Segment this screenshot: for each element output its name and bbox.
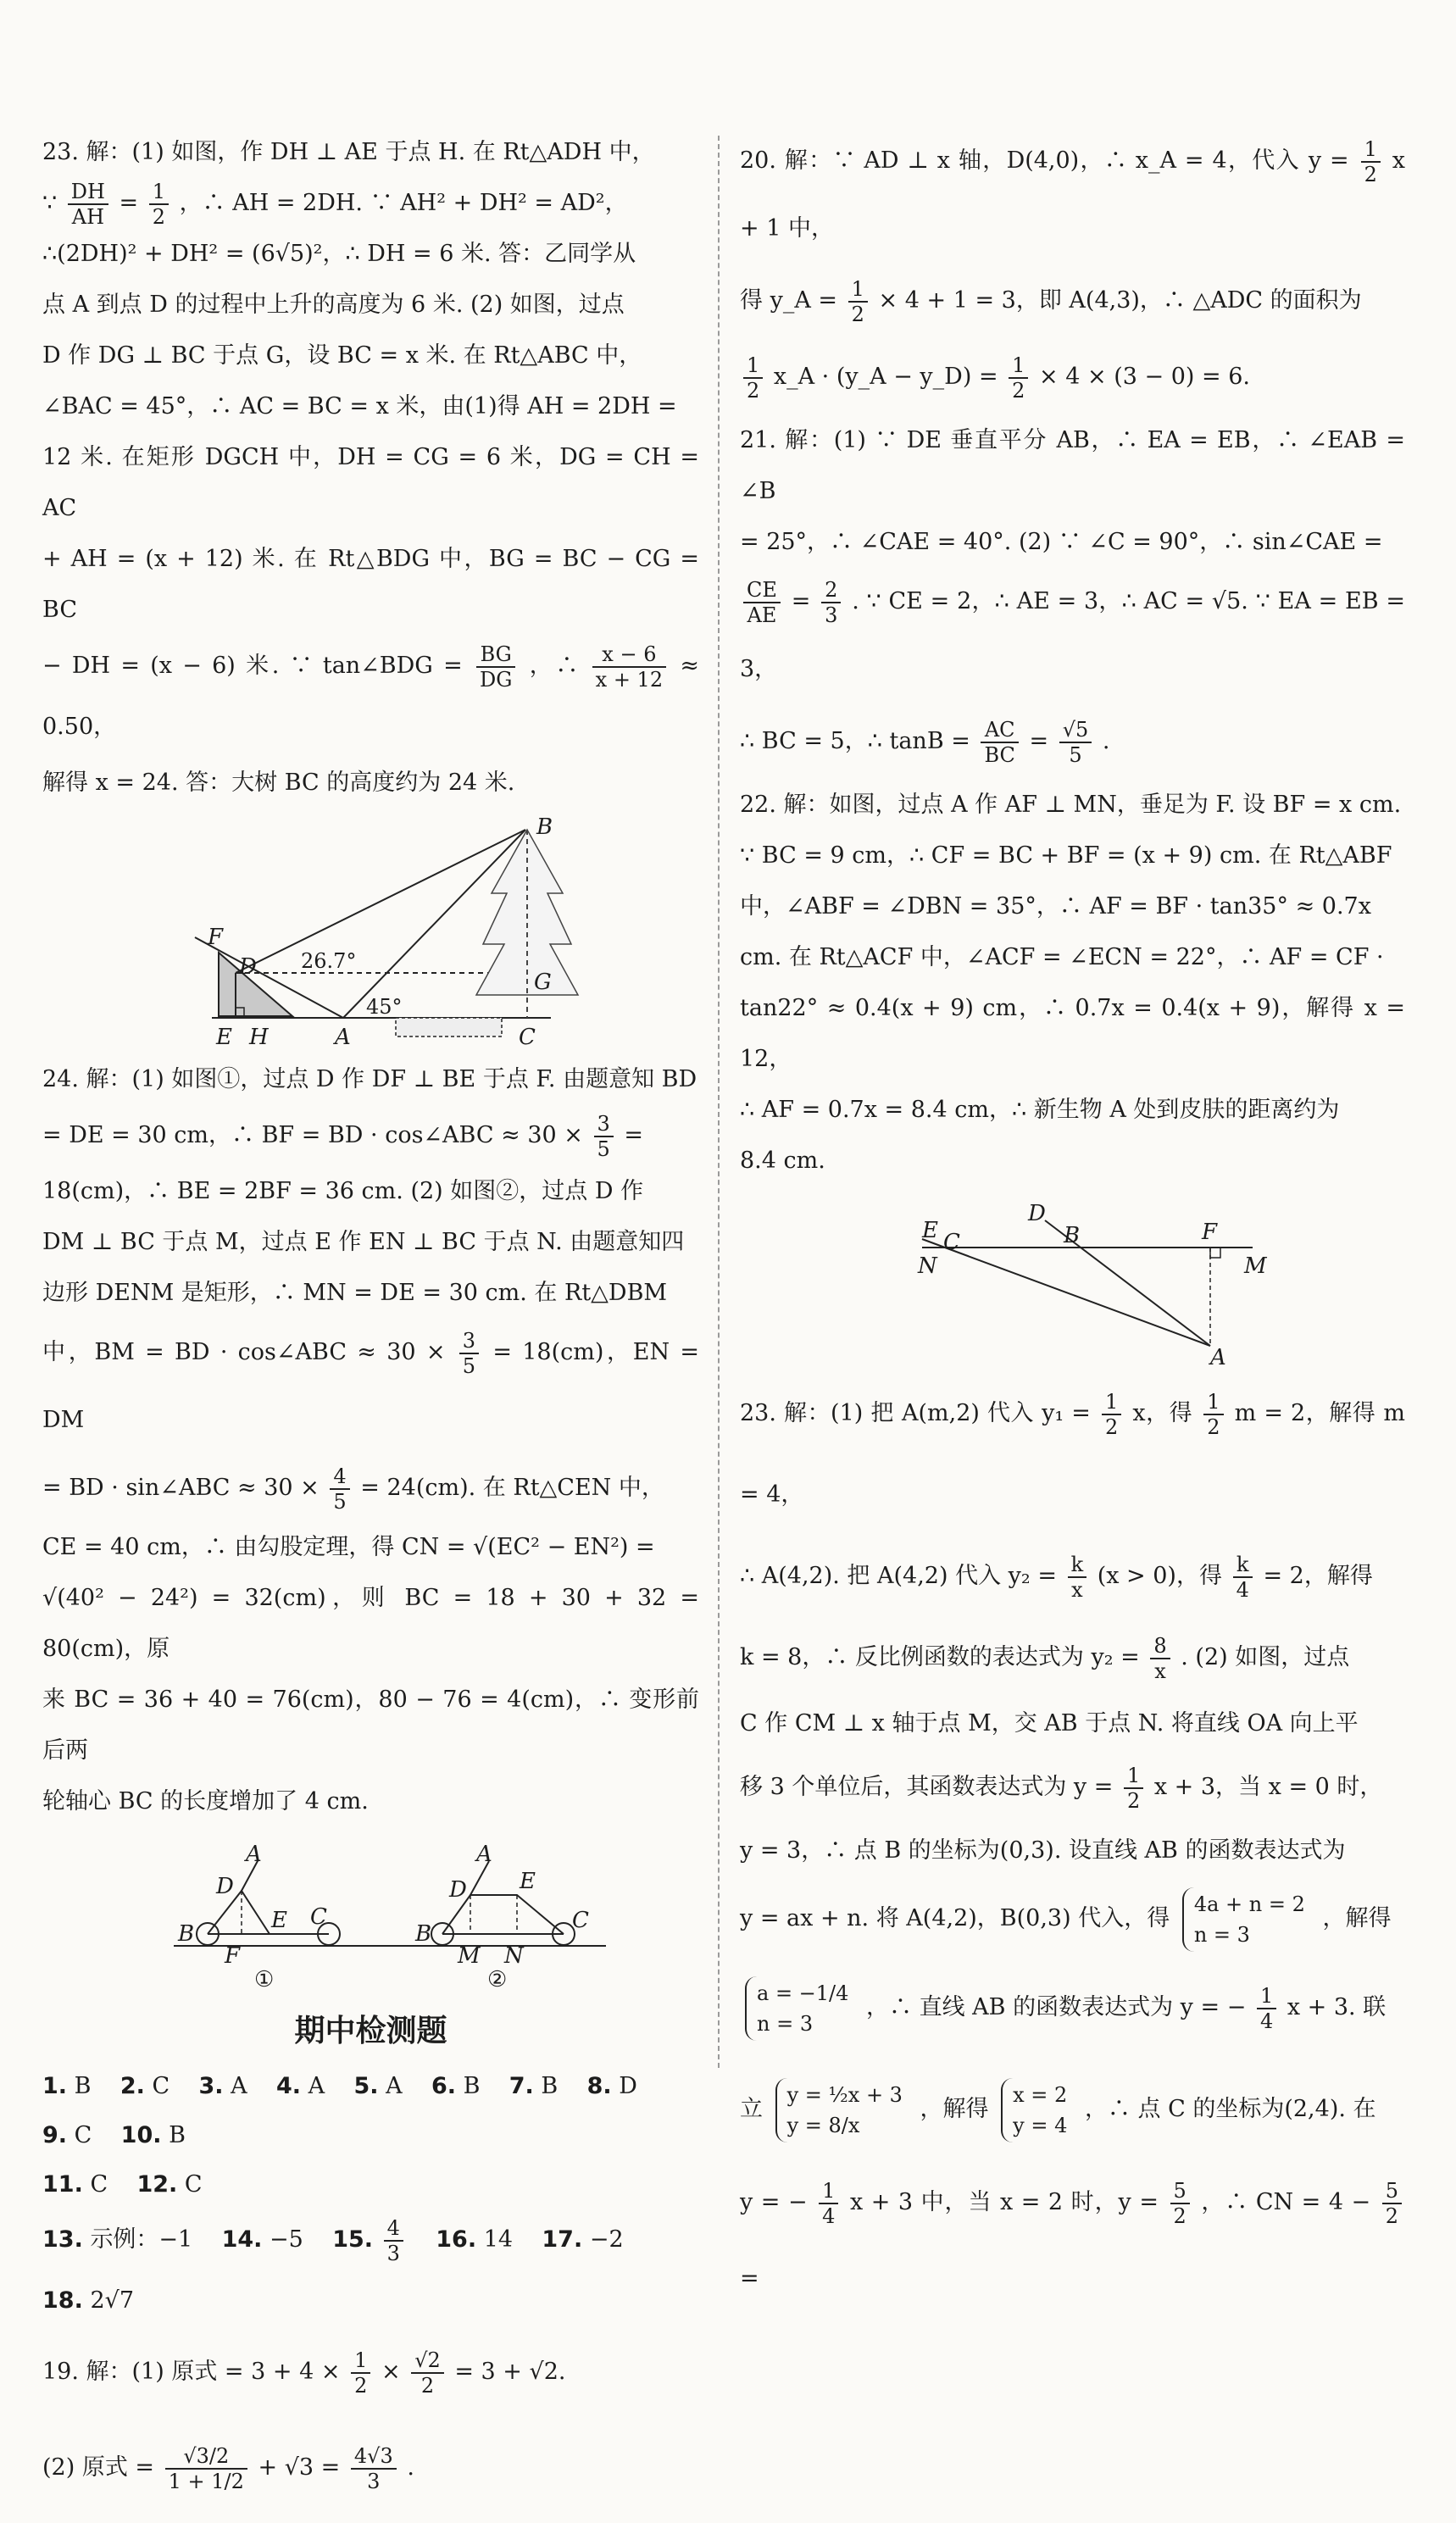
denominator: 5	[1069, 742, 1082, 767]
text-line	[740, 127, 1405, 263]
label-E: E	[271, 1908, 287, 1933]
text-span: = DE = 30 cm，∴ BF = BD · cos∠ABC ≈ 30 ×	[42, 1122, 583, 1148]
text-span: = 18(cm)，EN = DM	[42, 1339, 699, 1433]
answer-item: 10. B	[120, 2122, 186, 2148]
label-F: F	[1202, 1220, 1218, 1245]
numerator: √5	[1059, 718, 1092, 743]
numerator: 8	[1150, 1634, 1170, 1659]
denominator: 3	[367, 2469, 381, 2493]
answer-item: 9. C	[42, 2122, 92, 2148]
text-line: ∴(2DH)² + DH² = (6√5)²，∴ DH = 6 米. 答：乙同学从	[42, 241, 636, 267]
answer-item: 1. B	[42, 2073, 92, 2099]
text-line: 边形 DENM 是矩形，∴ MN = DE = 30 cm. 在 Rt△DBM	[42, 1280, 668, 1306]
text-line	[42, 1319, 699, 1454]
text-span: ，∴ 直线 AB 的函数表达式为 y = −	[866, 1994, 1247, 2020]
text-span: 得 y_A =	[740, 287, 838, 314]
label-B: B	[536, 817, 553, 840]
text-span: ∵	[42, 190, 58, 216]
label-D: D	[1028, 1201, 1046, 1226]
text-span: = 3 + √2.	[454, 2359, 566, 2385]
text-line	[740, 339, 1405, 415]
answer-item: 6. B	[431, 2073, 481, 2099]
text-span: y = −	[740, 2189, 808, 2215]
fraction	[594, 1112, 614, 1161]
right-column	[740, 127, 1405, 2317]
label-A: A	[335, 1025, 351, 1046]
angle-label: 45°	[366, 995, 403, 1019]
denominator: 2	[1173, 2203, 1186, 2228]
denominator: 1 + 1/2	[168, 2469, 244, 2493]
label-D: D	[239, 954, 257, 980]
denominator: AE	[747, 603, 777, 627]
label-A: A	[246, 1842, 262, 1867]
tree-diagram	[42, 817, 699, 1046]
label-A: A	[1210, 1345, 1226, 1364]
solution-21	[740, 415, 1405, 780]
text-line: y = 3，∴ 点 B 的坐标为(0,3). 设直线 AB 的函数表达式为	[740, 1837, 1346, 1864]
label-B: B	[1064, 1223, 1081, 1248]
text-span: .	[407, 2454, 414, 2481]
fraction	[1233, 1553, 1253, 1602]
text-line: D 作 DG ⊥ BC 于点 G，设 BC = x 米. 在 Rt△ABC 中，	[42, 342, 642, 369]
fraction	[1361, 137, 1381, 186]
text-span: ，解得	[1322, 1905, 1392, 1931]
text-line: 解得 x = 24. 答：大树 BC 的高度约为 24 米.	[42, 770, 515, 796]
equation-system	[775, 2078, 908, 2142]
solution-23-left	[42, 127, 699, 809]
text-line: 18(cm)，∴ BE = 2BF = 36 cm. (2) 如图②，过点 D 作	[42, 1178, 644, 1204]
text-span: ≈ 0.50，	[42, 653, 699, 740]
fraction	[1203, 1390, 1223, 1439]
numerator: BG	[476, 642, 515, 668]
solution-22	[740, 780, 1405, 1186]
text-line	[740, 263, 1405, 339]
text-line	[740, 2054, 1405, 2165]
text-line: 22. 解：如图，过点 A 作 AF ⊥ MN，垂足为 F. 设 BF = x cm.	[740, 792, 1402, 818]
section-title: 期中检测题	[294, 2014, 447, 2048]
equation: n = 3	[1193, 1922, 1250, 1947]
fraction	[1124, 1764, 1143, 1813]
numerator: CE	[743, 578, 781, 603]
numerator: 3	[594, 1112, 614, 1137]
text-line	[740, 1749, 1405, 1826]
fraction	[1059, 718, 1092, 767]
text-line	[740, 1876, 1405, 1961]
label-N: N	[918, 1253, 937, 1279]
text-line: 中，∠ABF = ∠DBN = 35°，∴ AF = BF · tan35° ≈ 0.7x	[740, 893, 1371, 920]
equation-system	[745, 1976, 853, 2041]
text-span: = BD · sin∠ABC ≈ 30 ×	[42, 1475, 320, 1501]
text-span: ∴ BC = 5，∴ tanB =	[740, 728, 970, 754]
fraction	[1257, 1984, 1276, 2033]
denominator: 2	[152, 204, 166, 229]
denominator: DG	[480, 667, 513, 692]
caption-1: ①	[254, 1967, 275, 1988]
text-line: 来 BC = 36 + 40 = 76(cm)，80 − 76 = 4(cm)，∴ 变形前后两	[42, 1687, 699, 1764]
text-span: 20. 解：∵ AD ⊥ x 轴，D(4,0)，∴ x_A = 4，代入 y =	[740, 147, 1349, 174]
numerator: 1	[1361, 137, 1381, 163]
solution-20	[740, 127, 1405, 415]
fraction	[981, 718, 1018, 767]
text-span: − DH = (x − 6) 米. ∵ tan∠BDG =	[42, 653, 463, 679]
numerator: DH	[68, 180, 108, 205]
denominator: 2	[747, 378, 760, 403]
numerator: 1	[1257, 1984, 1276, 2009]
text-line: 23. 解：(1) 如图，作 DH ⊥ AE 于点 H. 在 Rt△ADH 中，	[42, 139, 655, 165]
text-line: = 25°，∴ ∠CAE = 40°. (2) ∵ ∠C = 90°，∴ sin∠CAE =	[740, 529, 1383, 555]
answer-item: 4. A	[275, 2073, 325, 2099]
numerator: 1	[743, 353, 763, 379]
column-divider	[718, 136, 720, 2068]
text-line	[740, 1961, 1405, 2054]
text-span: x + 1 中，	[740, 147, 1405, 242]
answers	[42, 2062, 699, 2331]
numerator: k	[1233, 1553, 1253, 1578]
right-angle-mark	[1210, 1248, 1220, 1258]
text-span: =	[119, 190, 139, 216]
numerator: 4	[330, 1464, 349, 1490]
text-line: cm. 在 Rt△ACF 中，∠ACF = ∠ECN = 22°，∴ AF = CF ·	[740, 944, 1384, 970]
text-line	[740, 1536, 1405, 1617]
answer-item: 12. C	[136, 2171, 203, 2198]
denominator: 2	[1207, 1414, 1220, 1439]
text-line	[42, 2331, 699, 2413]
wheels-diagram	[42, 1836, 699, 1988]
fraction	[821, 578, 841, 627]
answer-item: 3. A	[198, 2073, 247, 2099]
answer-item: 13. 示例：−1	[42, 2226, 193, 2253]
angle-label: 26.7°	[301, 949, 357, 973]
text-span: . (2) 如图，过点	[1181, 1644, 1350, 1670]
text-span: × 4 + 1 = 3，即 A(4,3)，∴ △ADC 的面积为	[878, 287, 1362, 314]
denominator: x + 12	[595, 667, 664, 692]
text-span: =	[624, 1122, 643, 1148]
text-line	[740, 1617, 1405, 1698]
skin-diagram	[740, 1195, 1405, 1364]
denominator: 5	[462, 1353, 476, 1378]
text-line	[740, 2165, 1405, 2317]
label-D: D	[216, 1874, 234, 1899]
left-column	[42, 127, 699, 2523]
denominator: x	[1154, 1659, 1166, 1683]
fraction	[819, 2179, 838, 2228]
label-C: C	[572, 1908, 589, 1933]
numerator: AC	[981, 718, 1018, 743]
text-span: ，∴	[529, 653, 579, 679]
pond	[396, 1018, 502, 1036]
text-span: 19. 解：(1) 原式 = 3 + 4 ×	[42, 2359, 341, 2385]
fraction	[351, 2444, 397, 2493]
fraction	[459, 1329, 479, 1378]
equation: y = 4	[1013, 2113, 1068, 2137]
figure-skin	[740, 1195, 1405, 1364]
answer-row-2	[42, 2160, 699, 2209]
line-DB	[236, 830, 525, 973]
figure-tree-slope	[42, 817, 699, 1046]
label-G: G	[534, 970, 552, 995]
equation-system	[1182, 1887, 1310, 1952]
label-F: F	[225, 1943, 241, 1969]
fraction	[743, 578, 781, 627]
denominator: 2	[1385, 2203, 1398, 2228]
text-span: 中，BM = BD · cos∠ABC ≈ 30 ×	[42, 1339, 446, 1365]
label-C: C	[519, 1025, 536, 1046]
label-E: E	[520, 1869, 536, 1894]
figure-wheels	[42, 1836, 699, 1988]
numerator: 1	[819, 2179, 838, 2204]
label-C: C	[310, 1904, 327, 1930]
numerator: k	[1068, 1553, 1087, 1578]
text-line: ∵ BC = 9 cm，∴ CF = BC + BF = (x + 9) cm. 在 Rt△ABF	[740, 842, 1392, 869]
text-line: 12 米. 在矩形 DGCH 中，DH = CG = 6 米，DG = CH = AC	[42, 444, 699, 521]
fraction	[1170, 2179, 1190, 2228]
denominator: 4	[1259, 2009, 1274, 2033]
fraction	[351, 2348, 370, 2398]
label-A: A	[476, 1842, 492, 1867]
fraction	[848, 277, 868, 326]
denominator: 5	[597, 1136, 610, 1161]
text-line	[42, 178, 699, 229]
numerator: 2	[821, 578, 841, 603]
text-span: y = ax + n. 将 A(4,2)，B(0,3) 代入，得	[740, 1905, 1170, 1931]
numerator: 1	[1124, 1764, 1143, 1789]
text-line: tan22° ≈ 0.4(x + 9) cm，∴ 0.7x = 0.4(x + 9)，解得 x = 12，	[740, 995, 1405, 1072]
text-line: + AH = (x + 12) 米. 在 Rt△BDG 中，BG = BC − CG = BC	[42, 546, 699, 623]
text-line: C 作 CM ⊥ x 轴于点 M，交 AB 于点 N. 将直线 OA 向上平	[740, 1710, 1359, 1737]
answer-item: 18. 2√7	[42, 2287, 134, 2314]
answer-item: 17. −2	[542, 2226, 624, 2253]
equation-system	[1001, 2078, 1072, 2142]
label-M: M	[1244, 1253, 1267, 1279]
fraction	[330, 1464, 349, 1514]
denominator: BC	[984, 742, 1015, 767]
label-N: N	[504, 1943, 524, 1969]
equation: n = 3	[757, 2011, 814, 2036]
fraction	[411, 2348, 444, 2398]
label-C: C	[943, 1230, 960, 1255]
text-line: 轮轴心 BC 的长度增加了 4 cm.	[42, 1788, 369, 1814]
numerator: 3	[459, 1329, 479, 1354]
text-span: + √3 =	[258, 2454, 341, 2481]
text-span: =	[791, 588, 811, 614]
label-F: F	[208, 925, 224, 950]
fraction	[165, 2444, 247, 2493]
text-span: = 24(cm). 在 Rt△CEN 中，	[360, 1475, 664, 1501]
denominator: 3	[386, 2241, 400, 2265]
answer-item: 14. −5	[221, 2226, 303, 2253]
answer-item: 8. D	[586, 2073, 637, 2099]
text-span: (2) 原式 =	[42, 2454, 155, 2481]
text-line: DM ⊥ BC 于点 M，过点 E 作 EN ⊥ BC 于点 N. 由题意知四	[42, 1229, 685, 1255]
text-span: . ∵ CE = 2，∴ AE = 3，∴ AC = √5. ∵ EA = EB = 3，	[740, 588, 1405, 682]
label-H: H	[249, 1025, 269, 1046]
text-line	[740, 568, 1405, 703]
text-span: ，解得	[920, 2096, 989, 2122]
fraction	[68, 180, 108, 229]
text-span: =	[740, 2265, 759, 2292]
equation: x = 2	[1013, 2082, 1068, 2107]
text-span: 立	[740, 2096, 763, 2122]
numerator: 4	[384, 2216, 403, 2242]
text-span: × 4 × (3 − 0) = 6.	[1039, 364, 1250, 390]
answer-item: 16. 14	[436, 2226, 514, 2253]
text-span: 移 3 个单位后，其函数表达式为 y =	[740, 1774, 1114, 1800]
denominator: 2	[354, 2373, 368, 2398]
numerator: 5	[1170, 2179, 1190, 2204]
text-line	[42, 2413, 699, 2523]
label-B: B	[178, 1921, 195, 1947]
answer-item: 11. C	[42, 2171, 108, 2198]
denominator: 4	[1236, 1577, 1249, 1602]
text-span: = 2，解得	[1263, 1563, 1373, 1589]
text-line	[42, 1454, 699, 1522]
denominator: 2	[851, 302, 864, 326]
numerator: √3/2	[165, 2444, 247, 2470]
text-span: k = 8，∴ 反比例函数的表达式为 y₂ =	[740, 1644, 1140, 1670]
text-line: CE = 40 cm，∴ 由勾股定理，得 CN = √(EC² − EN²) =	[42, 1534, 655, 1560]
fraction	[743, 353, 763, 403]
text-span: m = 2，解得 m = 4，	[740, 1400, 1405, 1508]
numerator: 1	[1203, 1390, 1223, 1415]
numerator: 1	[149, 180, 169, 205]
fraction	[1382, 2179, 1402, 2228]
line-EA	[922, 1239, 1210, 1346]
text-line: 24. 解：(1) 如图①，过点 D 作 DF ⊥ BE 于点 F. 由题意知 BD	[42, 1066, 697, 1092]
denominator: AH	[71, 204, 104, 229]
text-line: ∴ AF = 0.7x = 8.4 cm，∴ 新生物 A 处到皮肤的距离约为	[740, 1097, 1340, 1123]
fraction	[1102, 1390, 1121, 1439]
label-B: B	[415, 1921, 432, 1947]
denominator: 2	[1105, 1414, 1119, 1439]
fraction	[1009, 353, 1028, 403]
answer-item: 2. C	[119, 2073, 170, 2099]
text-span: 23. 解：(1) 把 A(m,2) 代入 y₁ =	[740, 1400, 1091, 1426]
text-line	[740, 1373, 1405, 1536]
text-line: √(40² − 24²) = 32(cm)，则 BC = 18 + 30 + 32 = 80(cm)，原	[42, 1585, 699, 1662]
text-line	[42, 1105, 699, 1166]
denominator: 2	[1364, 162, 1377, 186]
solution-23-right	[740, 1373, 1405, 2317]
solution-19	[42, 2331, 699, 2523]
label-D: D	[449, 1877, 467, 1903]
numerator: 1	[1009, 353, 1028, 379]
label-E: E	[216, 1025, 232, 1046]
text-span: ，∴ 点 C 的坐标为(2,4). 在	[1084, 2096, 1376, 2122]
denominator: 2	[1126, 1788, 1141, 1813]
numerator: 1	[848, 277, 868, 303]
text-line	[740, 703, 1405, 780]
equation: y = 8/x	[786, 2113, 860, 2137]
denominator: 3	[825, 603, 838, 627]
text-span: (x > 0)，得	[1097, 1563, 1222, 1589]
text-line: ∠BAC = 45°，∴ AC = BC = x 米，由(1)得 AH = 2DH =	[42, 393, 677, 420]
answer-item: 5. A	[353, 2073, 403, 2099]
answer-item: 7. B	[508, 2073, 559, 2099]
text-span: x + 3. 联	[1287, 1994, 1387, 2020]
answer-row-1	[42, 2062, 699, 2160]
fraction	[1150, 1634, 1170, 1683]
text-line: 点 A 到点 D 的过程中上升的高度为 6 米. (2) 如图，过点	[42, 292, 625, 318]
denominator: x	[1071, 1577, 1083, 1602]
text-line	[42, 636, 699, 758]
numerator: 5	[1382, 2179, 1402, 2204]
label-M: M	[458, 1943, 481, 1969]
text-span: x + 3 中，当 x = 2 时，y =	[849, 2189, 1159, 2215]
text-span: x，得	[1132, 1400, 1193, 1426]
equation: 4a + n = 2	[1193, 1892, 1305, 1916]
label-E: E	[922, 1218, 938, 1243]
denominator: 5	[333, 1489, 347, 1514]
answer-item: 15. $\frac{4}{3}$	[332, 2226, 407, 2253]
denominator: 2	[1012, 378, 1025, 403]
text-span: ，∴ AH = 2DH. ∵ AH² + DH² = AD²，	[179, 190, 628, 216]
text-span: ，∴ CN = 4 −	[1201, 2189, 1371, 2215]
fraction	[384, 2216, 403, 2265]
caption-2: ②	[487, 1967, 508, 1988]
fraction	[476, 642, 515, 692]
numerator: 1	[351, 2348, 370, 2374]
answer-row-3	[42, 2209, 699, 2331]
text-span: ∴ A(4,2). 把 A(4,2) 代入 y₂ =	[740, 1563, 1057, 1589]
denominator: 2	[420, 2373, 435, 2398]
text-span: ×	[381, 2359, 401, 2385]
denominator: 4	[822, 2203, 836, 2228]
numerator: 4√3	[351, 2444, 397, 2470]
text-span: x_A · (y_A − y_D) =	[773, 364, 998, 390]
equation: a = −1/4	[757, 1981, 849, 2005]
solution-24	[42, 1054, 699, 1827]
fraction	[1068, 1553, 1087, 1602]
numerator: √2	[411, 2348, 444, 2374]
text-span: .	[1102, 728, 1110, 754]
numerator: x − 6	[592, 642, 666, 668]
numerator: 1	[1102, 1390, 1121, 1415]
equation: y = ½x + 3	[786, 2082, 903, 2107]
fraction	[149, 180, 169, 229]
text-span: =	[1029, 728, 1049, 754]
fraction	[592, 642, 666, 692]
text-line: 8.4 cm.	[740, 1148, 825, 1174]
text-line: 21. 解：(1) ∵ DE 垂直平分 AB，∴ EA = EB，∴ ∠EAB = ∠B	[740, 427, 1405, 504]
text-span: x + 3，当 x = 0 时，	[1153, 1774, 1383, 1800]
